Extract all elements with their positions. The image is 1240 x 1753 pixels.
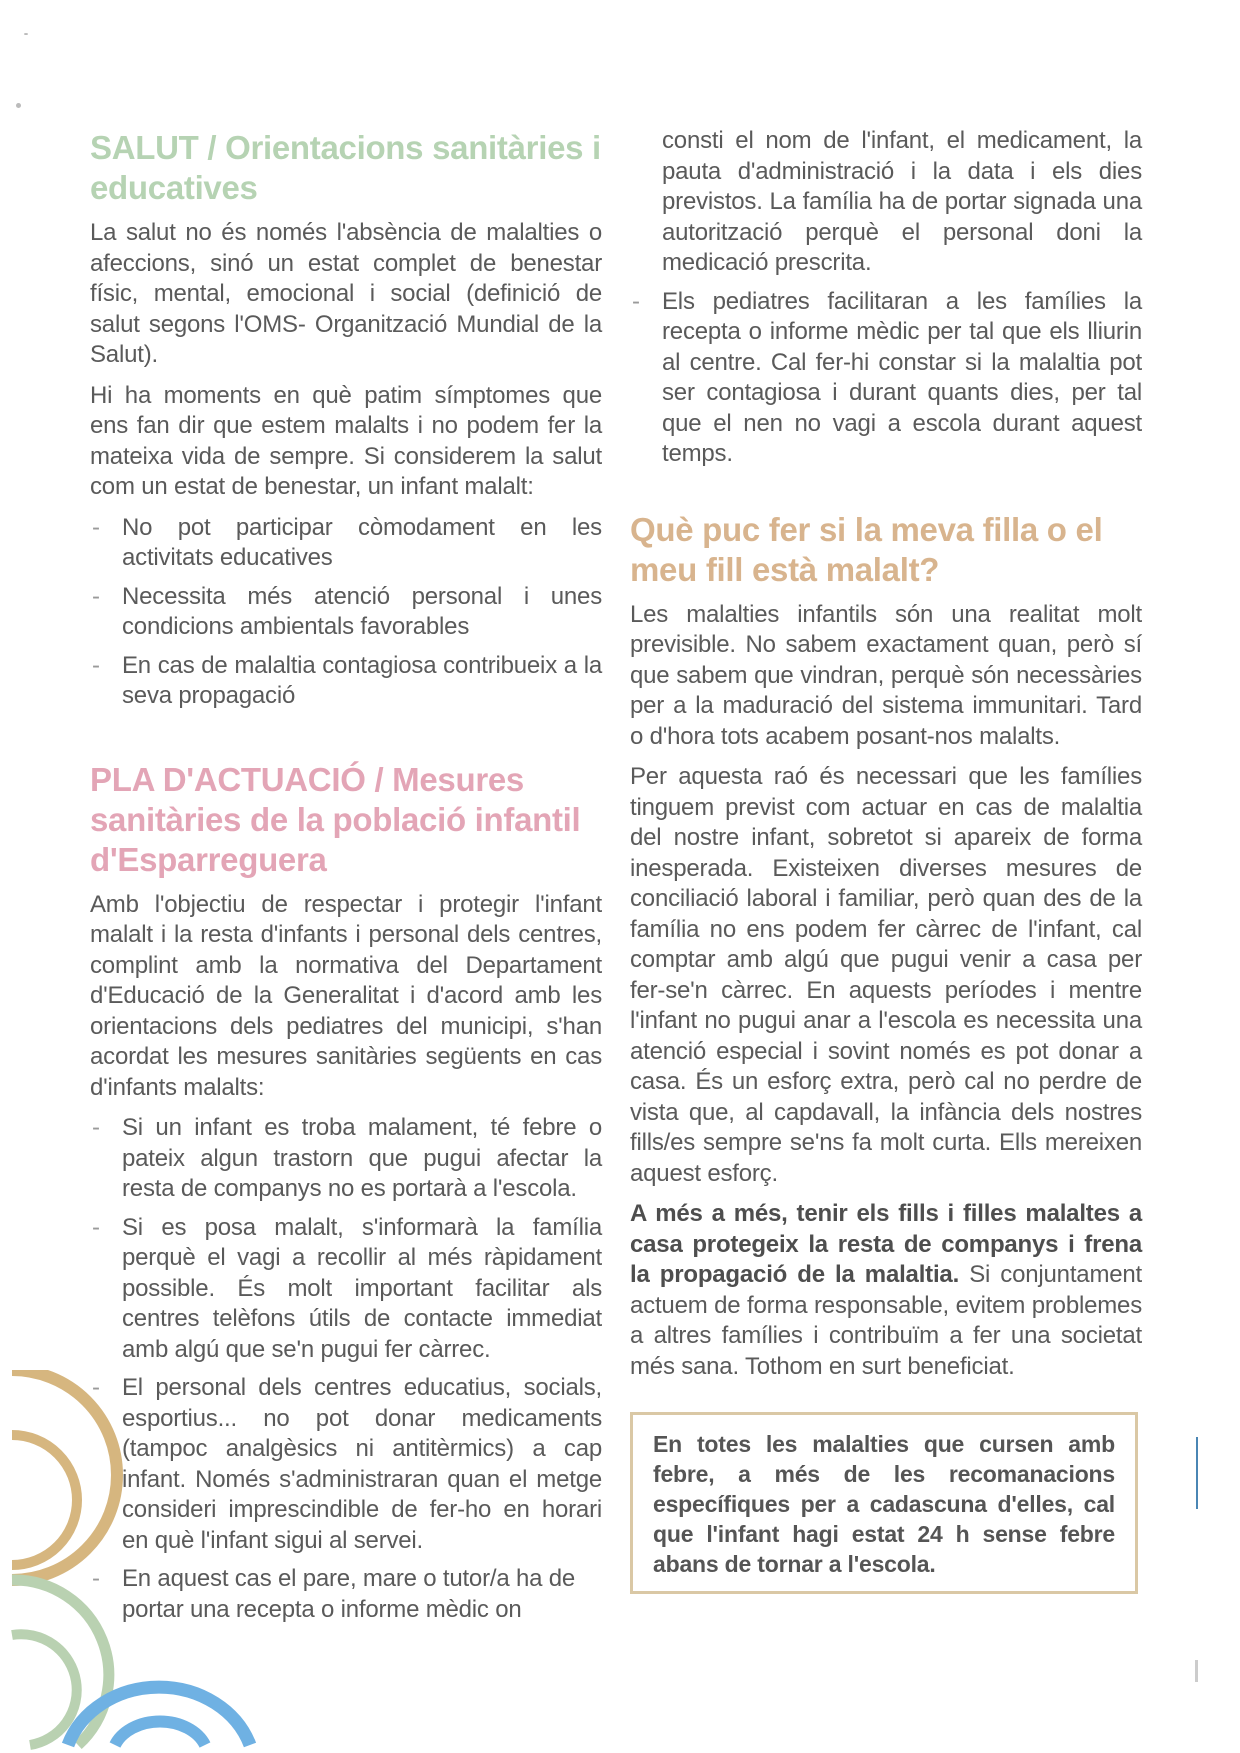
paragraph: Amb l'objectiu de respectar i protegir l'infant malalt i la resta d'infants i personal dels centres, complint amb la normativa del Departament d'Educació de la Generalitat i d'acord amb les orientacions dels pediatres del municipi, s'han acordat les mesures sanitàries següents en cas d'infants malalts: [90, 890, 602, 1101]
dash-bullet: - [92, 1213, 100, 1241]
scan-artifact [24, 33, 28, 35]
dash-bullet: - [92, 651, 100, 679]
page-edge-mark [1196, 1437, 1198, 1509]
dash-bullet: - [92, 1565, 100, 1592]
callout-text: En totes les malalties que cursen amb febre, a més de les recomanacions específiques per a cadascuna d'elles, cal que l'infant hagi estat 24 h sense febre abans de tornar a l'escola. [653, 1431, 1115, 1577]
page-edge-mark [1195, 1660, 1198, 1682]
list-item-continuation: consti el nom de l'infant, el medicament, la pauta d'administració i la data i els dies previstos. La família ha de portar signada una autorització perquè el personal doni la medicació prescrita. [662, 127, 1142, 276]
measures-list-continued [630, 126, 1142, 470]
dash-bullet: - [92, 1114, 100, 1141]
paragraph: Per aquesta raó és necessari que les famílies tinguem previst com actuar en cas de malaltia del nostre infant, sobretot si apareix de forma inesperada. Existeixen diverses mesures de conciliació laboral i familiar, però quan des de la família no ens podem fer càrrec de l'infant, cal comptar amb algú que pugui venir a casa per fer-se'n càrrec. En aquests períodes i mentre l'infant no pugui anar a l'escola es necessita una atenció especial i sovint només es pot donar a casa. És un esforç extra, però cal no perdre de vista que, al capdavall, la infància dels nostres fills/es sempre se'ns fa molt curta. Ells mereixen aquest esforç. [630, 763, 1142, 1187]
section-heading-pla-actuacio: PLA D'ACTUACIÓ / Mesures sanitàries de la població infantil d'Esparreguera [90, 760, 581, 878]
paragraph: A més a més, tenir els fills i filles malaltes a casa protegeix la resta de companys i frena la propagació de la malaltia. Si conjuntament actuem de forma responsable, evitem problemes a altres famílies i contribuïm a fer una societat més sana. Tothom en surt beneficiat. [630, 1200, 1143, 1380]
list-item: - No pot participar còmodament en les activitats educatives [92, 513, 602, 571]
list-item: - El personal dels centres educatius, socials, esportius... no pot donar medicaments (tampoc analgèsics ni antitèrmics) a cap infant. Només s'administraran quan el metge consideri imprescindible de fer-ho en horari en què l'infant sigui al servei. [92, 1374, 602, 1554]
symptom-list [90, 513, 602, 712]
paragraph: La salut no és només l'absència de malalties o afeccions, sinó un estat complet de benestar físic, mental, emocional i social (definició de salut segons l'OMS- Organització Mundial de la Salut). [90, 219, 602, 368]
paragraph: Les malalties infantils són una realitat molt previsible. No sabem exactament quan, però sí que sabem que vindran, perquè són necessàries per a la maduració del sistema immunitari. Tard o d'hora tots acabem posant-nos malalts. [630, 600, 1142, 750]
right-column [630, 126, 1142, 1594]
list-item: - Els pediatres facilitaran a les famílies la recepta o informe mèdic per tal que els lliurin al centre. Cal fer-hi constar si la malaltia pot ser contagiosa i durant quants dies, per tal que el nen no vagi a escola durant aquest temps. [632, 287, 1142, 467]
dash-bullet: - [632, 287, 640, 315]
list-item: - En aquest cas el pare, mare o tutor/a ha de portar una recepta o informe mèdic on [92, 1565, 576, 1623]
dash-bullet: - [92, 1374, 100, 1401]
dash-bullet: - [92, 513, 100, 541]
fever-callout-box [630, 1412, 1138, 1594]
green-arc-outer [12, 1580, 109, 1745]
tan-arc-outer [12, 1370, 117, 1580]
section-salut [90, 128, 602, 712]
paragraph: Hi ha moments en què patim símptomes que ens fan dir que estem malalts i no podem fer la mateixa vida de sempre. Si considerem la salut com un estat de benestar, un infant malalt: [90, 381, 602, 500]
green-arc-inner [12, 1634, 77, 1745]
section-que-puc-fer [630, 510, 1142, 1383]
decorative-arcs [0, 1370, 260, 1753]
dash-bullet: - [92, 582, 100, 610]
list-item: - Necessita més atenció personal i unes condicions ambientals favorables [92, 582, 602, 640]
list-item: - En cas de malaltia contagiosa contribueix a la seva propagació [92, 651, 602, 709]
section-heading-salut: SALUT / Orientacions sanitàries i educatives [90, 129, 601, 206]
section-heading-que-puc-fer: Què puc fer si la meva filla o el meu fill està malalt? [630, 510, 1103, 588]
list-item: - Si un infant es troba malament, té febre o pateix algun trastorn que pugui afectar la resta de companys no es portarà a l'escola. [92, 1114, 602, 1202]
scan-artifact [16, 103, 21, 108]
list-item: - Si es posa malalt, s'informarà la família perquè el vagi a recollir al més ràpidament possible. És molt important facilitar als centres telèfons útils de contacte immediat amb algú que se'n pugui fer càrrec. [92, 1213, 602, 1363]
blue-arc-inner [115, 1722, 205, 1745]
tan-arc-inner [12, 1435, 77, 1565]
bold-lead: A més a més, tenir els fills i filles malaltes a casa protegeix la resta de companys i frena la propagació de la malaltia. [630, 1200, 1142, 1288]
